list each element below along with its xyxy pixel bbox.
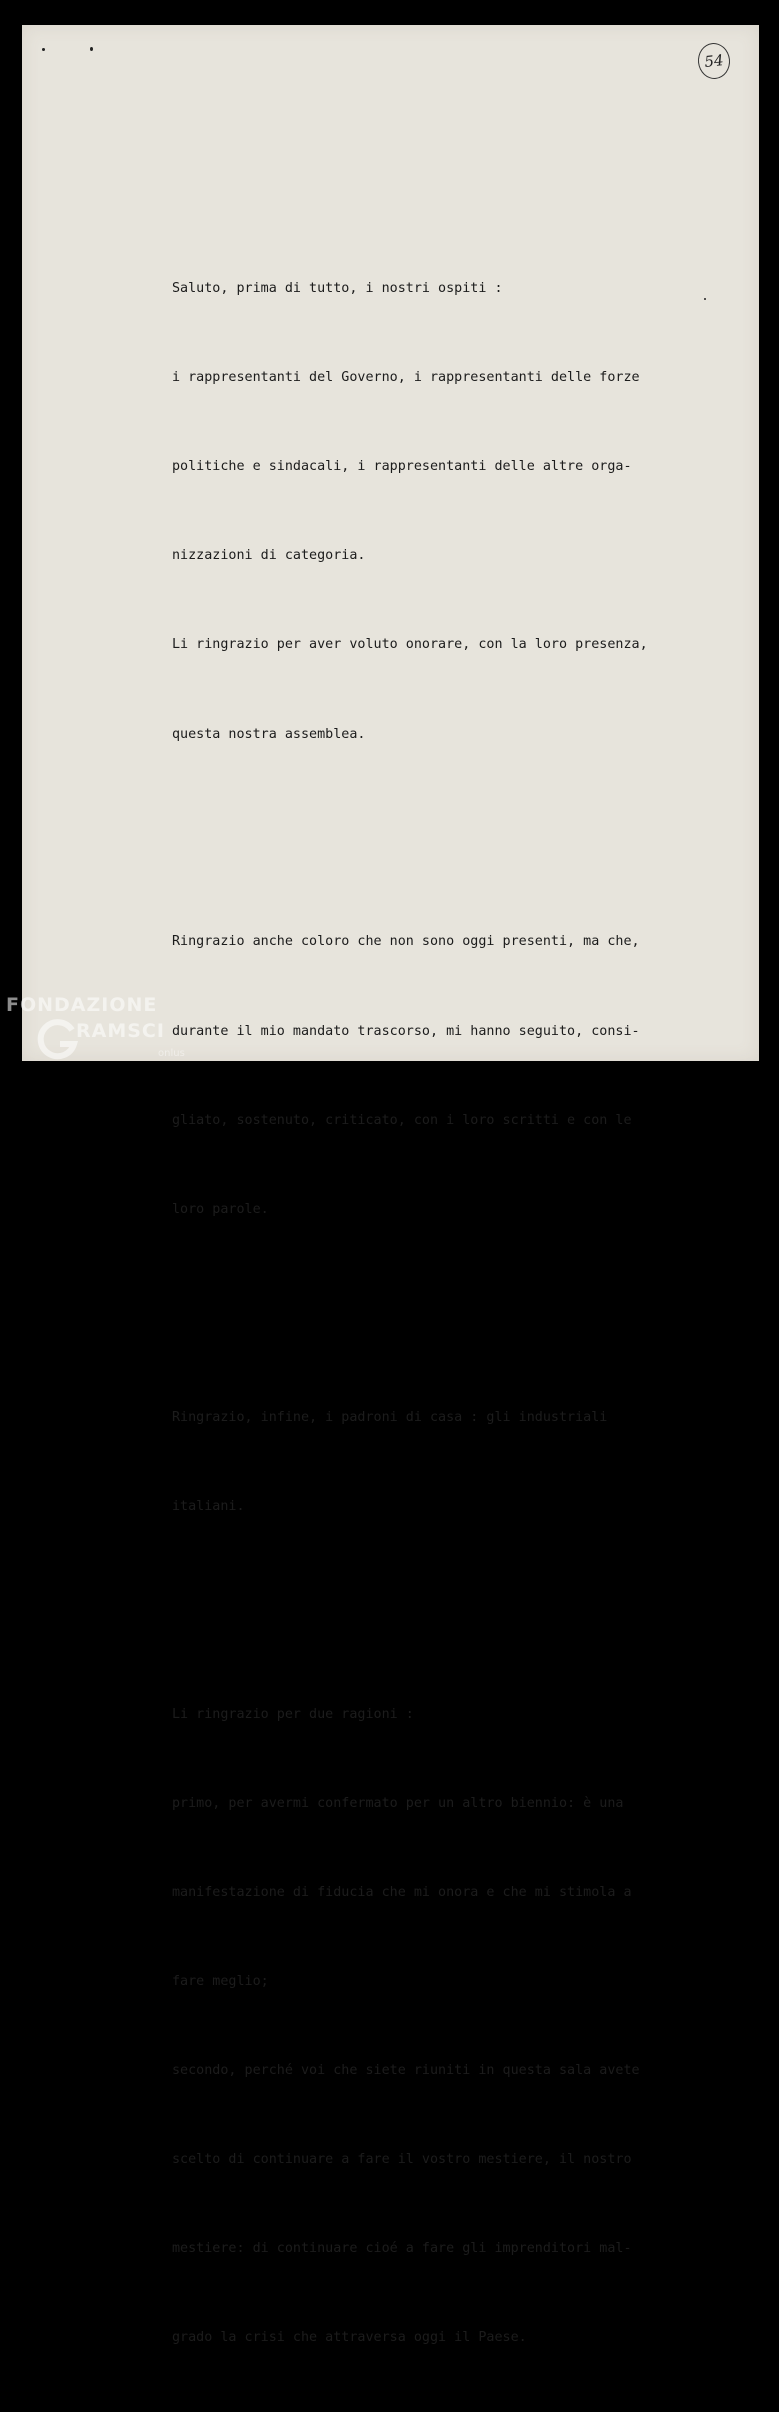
text-line: mestiere: di continuare cioé a fare gli imprenditori mal- [172,2241,632,2257]
handwritten-page-number: 54 [696,41,732,80]
watermark-line1: FONDAZIONE [6,994,158,1016]
text-line: nizzazioni di categoria. [172,548,366,564]
text-line: politiche e sindacali, i rappresentanti delle altre orga- [172,459,632,475]
text-line: durante il mio mandato trascorso, mi hanno seguito, consi- [172,1023,640,1039]
text-line: manifestazione di fiducia che mi onora e che mi stimola a [172,1884,632,1900]
text-line: loro parole. [172,1201,269,1217]
text-line: fare meglio; [172,1973,269,1989]
paragraph-gap [172,1284,732,1314]
fondazione-gramsci-watermark [6,994,206,1074]
paragraph-gap [172,1581,732,1611]
text-line: Li ringrazio per due ragioni : [172,1706,414,1722]
paper-page [22,25,759,2346]
text-line: secondo, perché voi che siete riuniti in questa sala avete [172,2063,640,2078]
watermark-g-logo-icon [34,1016,80,1062]
text-line: scelto di continuare a fare il vostro mestiere, il nostro [172,2152,632,2168]
dust-speck [42,48,45,51]
watermark-line2: RAMSCI [76,1020,165,1042]
text-line: gliato, sostenuto, criticato, con i loro scritti e con le [172,1112,632,1128]
text-line: Li ringrazio per aver voluto onorare, con la loro presenza, [172,637,648,653]
text-line: Saluto, prima di tutto, i nostri ospiti : [172,281,503,297]
typewritten-text [172,185,732,2412]
text-line: primo, per avermi confermato per un altro biennio: è una [172,1795,624,1811]
text-line: grado la crisi che attraversa oggi il Paese. [172,2330,527,2346]
paragraph-gap [172,809,732,839]
text-line: italiani. [172,1498,245,1514]
text-line: Ringrazio anche coloro che non sono oggi presenti, ma che, [172,934,640,950]
dust-speck [90,47,93,51]
text-line: Ringrazio, infine, i padroni di casa : gli industriali [172,1409,608,1425]
text-line: i rappresentanti del Governo, i rappresentanti delle forze [172,370,640,386]
watermark-suffix: onlus [158,1048,185,1059]
text-line: questa nostra assemblea. [172,726,366,742]
